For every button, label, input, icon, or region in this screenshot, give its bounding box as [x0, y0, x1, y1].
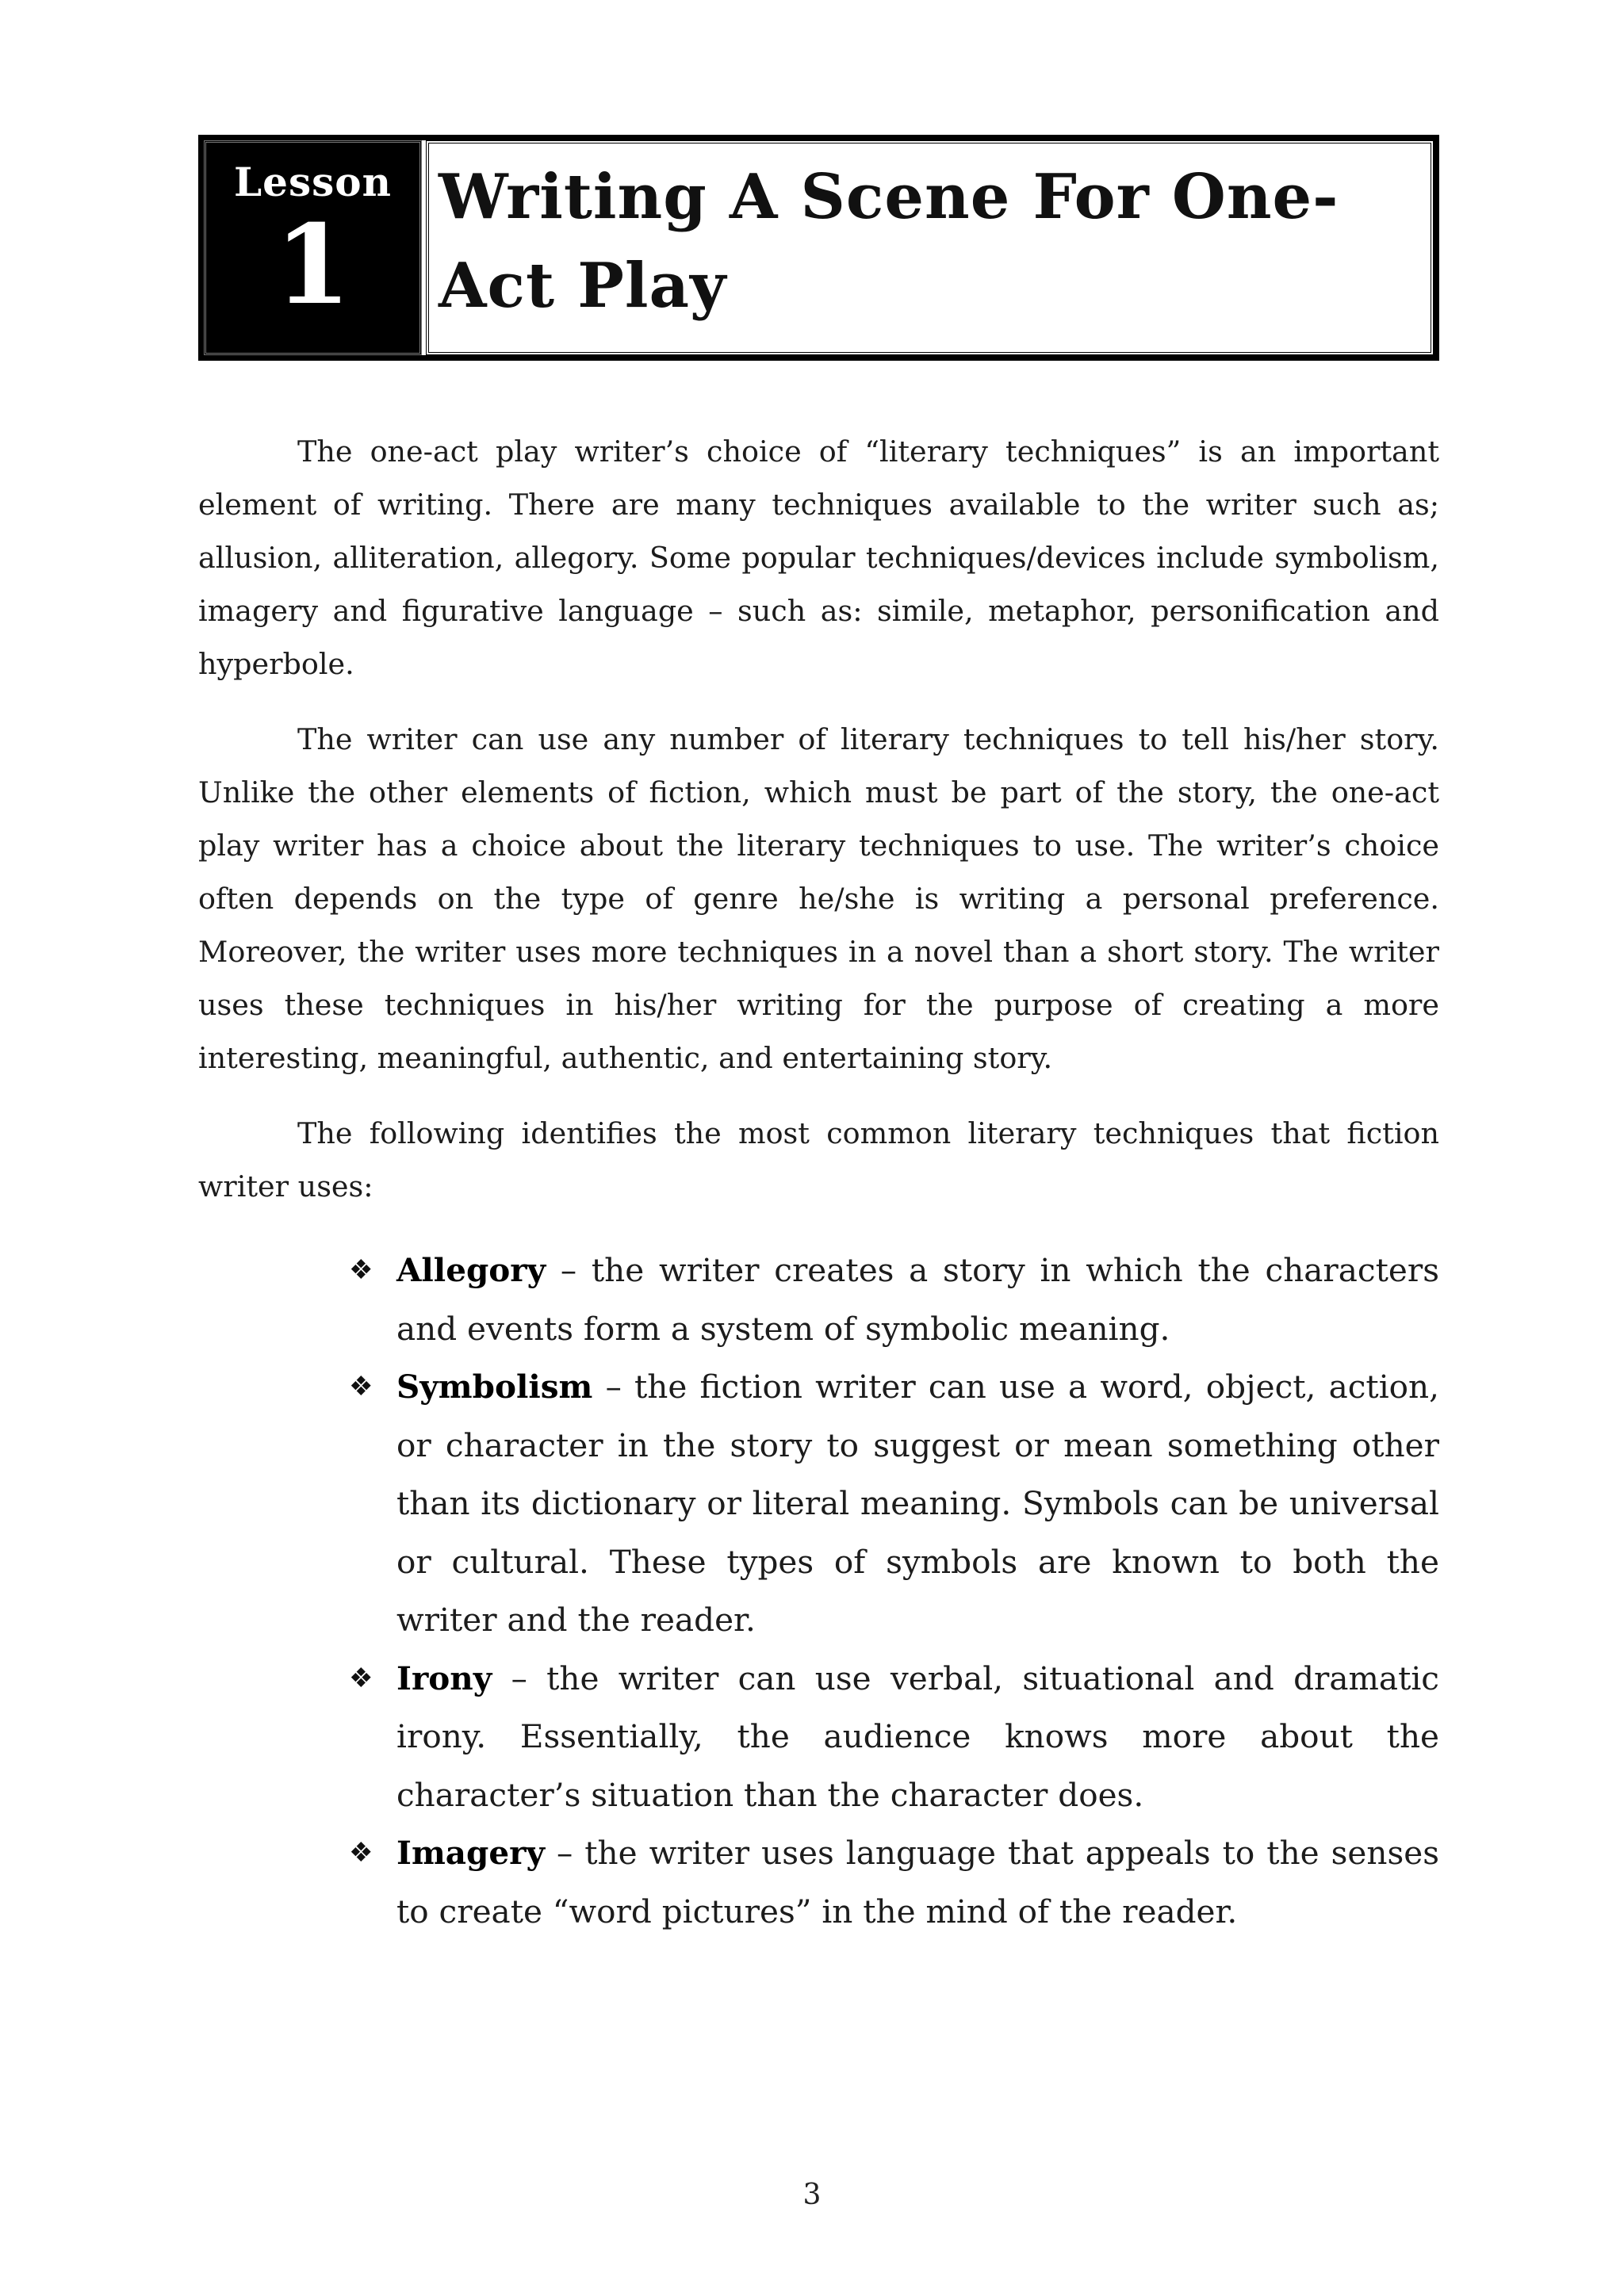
page-number: 3: [802, 2179, 822, 2211]
definition-allegory: – the writer creates a story in which the characters and events form a system of symbolic meaning.: [396, 1251, 1439, 1348]
title-frame: [426, 140, 1434, 355]
term-symbolism: Symbolism: [396, 1368, 593, 1406]
list-item-allegory: [349, 1242, 1439, 1358]
term-imagery: Imagery: [396, 1834, 545, 1872]
term-allegory: Allegory: [396, 1251, 546, 1289]
term-irony: Irony: [396, 1659, 492, 1697]
definition-imagery: – the writer uses language that appeals to the senses to create “word pictures” in the mind of the reader.: [396, 1834, 1439, 1931]
list-item-irony: [349, 1650, 1439, 1825]
body-text: [198, 425, 1439, 1235]
paragraph-techniques: The writer can use any number of literary techniques to tell his/her story. Unlike the other elements of fiction, which must be part of the story, the one-act play writer has a choice about the literary techniques to use. The writer’s choice often depends on the type of genre he/she is writing a personal preference. Moreover, the writer uses more techniques in a novel than a short story. The writer uses these techniques in his/her writing for the purpose of creating a more interesting, meaningful, authentic, and entertaining story.: [198, 722, 1439, 1075]
four-diamond-bullet-icon: ❖: [349, 1662, 373, 1694]
definition-symbolism: – the fiction writer can use a word, object, action, or character in the story to suggest or mean something other than its dictionary or literal meaning. Symbols can be universal or cultural. These types of symbols are known to both the writer and the reader.: [396, 1368, 1439, 1639]
lesson-label: Lesson: [234, 159, 392, 205]
four-diamond-bullet-icon: ❖: [349, 1837, 373, 1869]
four-diamond-bullet-icon: ❖: [349, 1371, 373, 1402]
page-title: Writing A Scene For One-Act Play: [439, 161, 1339, 322]
definition-irony: – the writer can use verbal, situational and dramatic irony. Essentially, the audience knows more about the character’s situation than the character does.: [396, 1659, 1439, 1814]
lesson-number: 1: [274, 200, 351, 329]
list-item-imagery: [349, 1824, 1439, 1941]
list-item-symbolism: [349, 1358, 1439, 1650]
lesson-title-block: [198, 135, 1439, 361]
techniques-list: [349, 1242, 1439, 1941]
paragraph-list-lead: The following identifies the most common literary techniques that fiction writer uses:: [198, 1116, 1439, 1203]
lesson-badge: [204, 140, 422, 355]
four-diamond-bullet-icon: ❖: [349, 1254, 373, 1286]
paragraph-intro: The one-act play writer’s choice of “literary techniques” is an important element of writing. There are many techniques available to the writer such as; allusion, alliteration, allegory. Some popular techniques/devices include symbolism, imagery and figurative language – such as: simile, metaphor, personification and hyperbole.: [198, 434, 1439, 681]
